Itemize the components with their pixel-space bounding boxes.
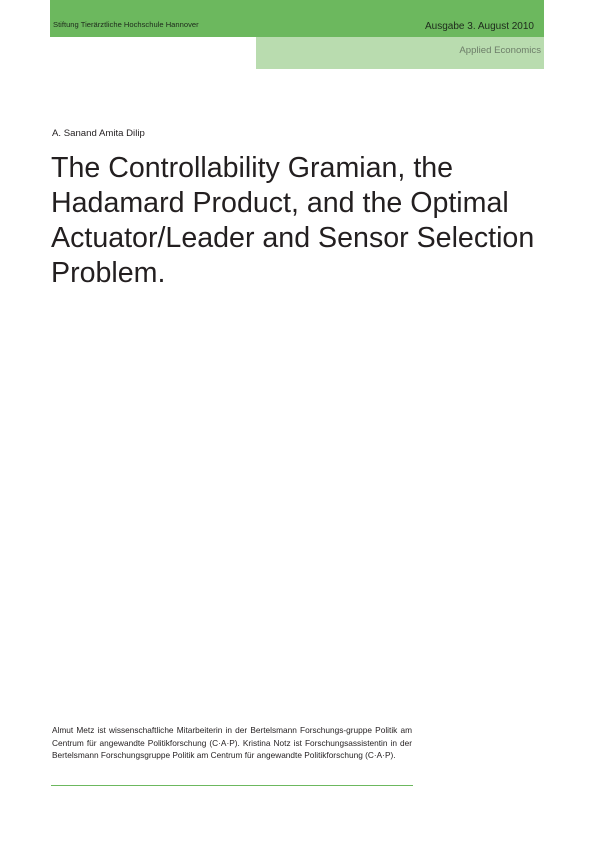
author-footnote: Almut Metz ist wissenschaftliche Mitarbeiterin in der Bertelsmann Forschungs-gruppe Politik am Centrum für angewandte Politikforschung (C·A·P). Kristina Notz ist Forschungsassistentin in der Bertelsmann Forschungsgruppe Politik am Centrum für angewandte Politikforschung (C·A·P).	[52, 725, 412, 761]
article-title: The Controllability Gramian, the Hadamard Product, and the Optimal Actuator/Leader and Sensor Selection Problem.	[51, 152, 535, 289]
issue-date: Ausgabe 3. August 2010	[425, 21, 534, 32]
section-label: Applied Economics	[459, 45, 541, 56]
footer-rule	[51, 785, 413, 786]
author-line: A. Sanand Amita Dilip	[52, 128, 145, 139]
institution-name: Stiftung Tierärztliche Hochschule Hannover	[53, 20, 199, 29]
